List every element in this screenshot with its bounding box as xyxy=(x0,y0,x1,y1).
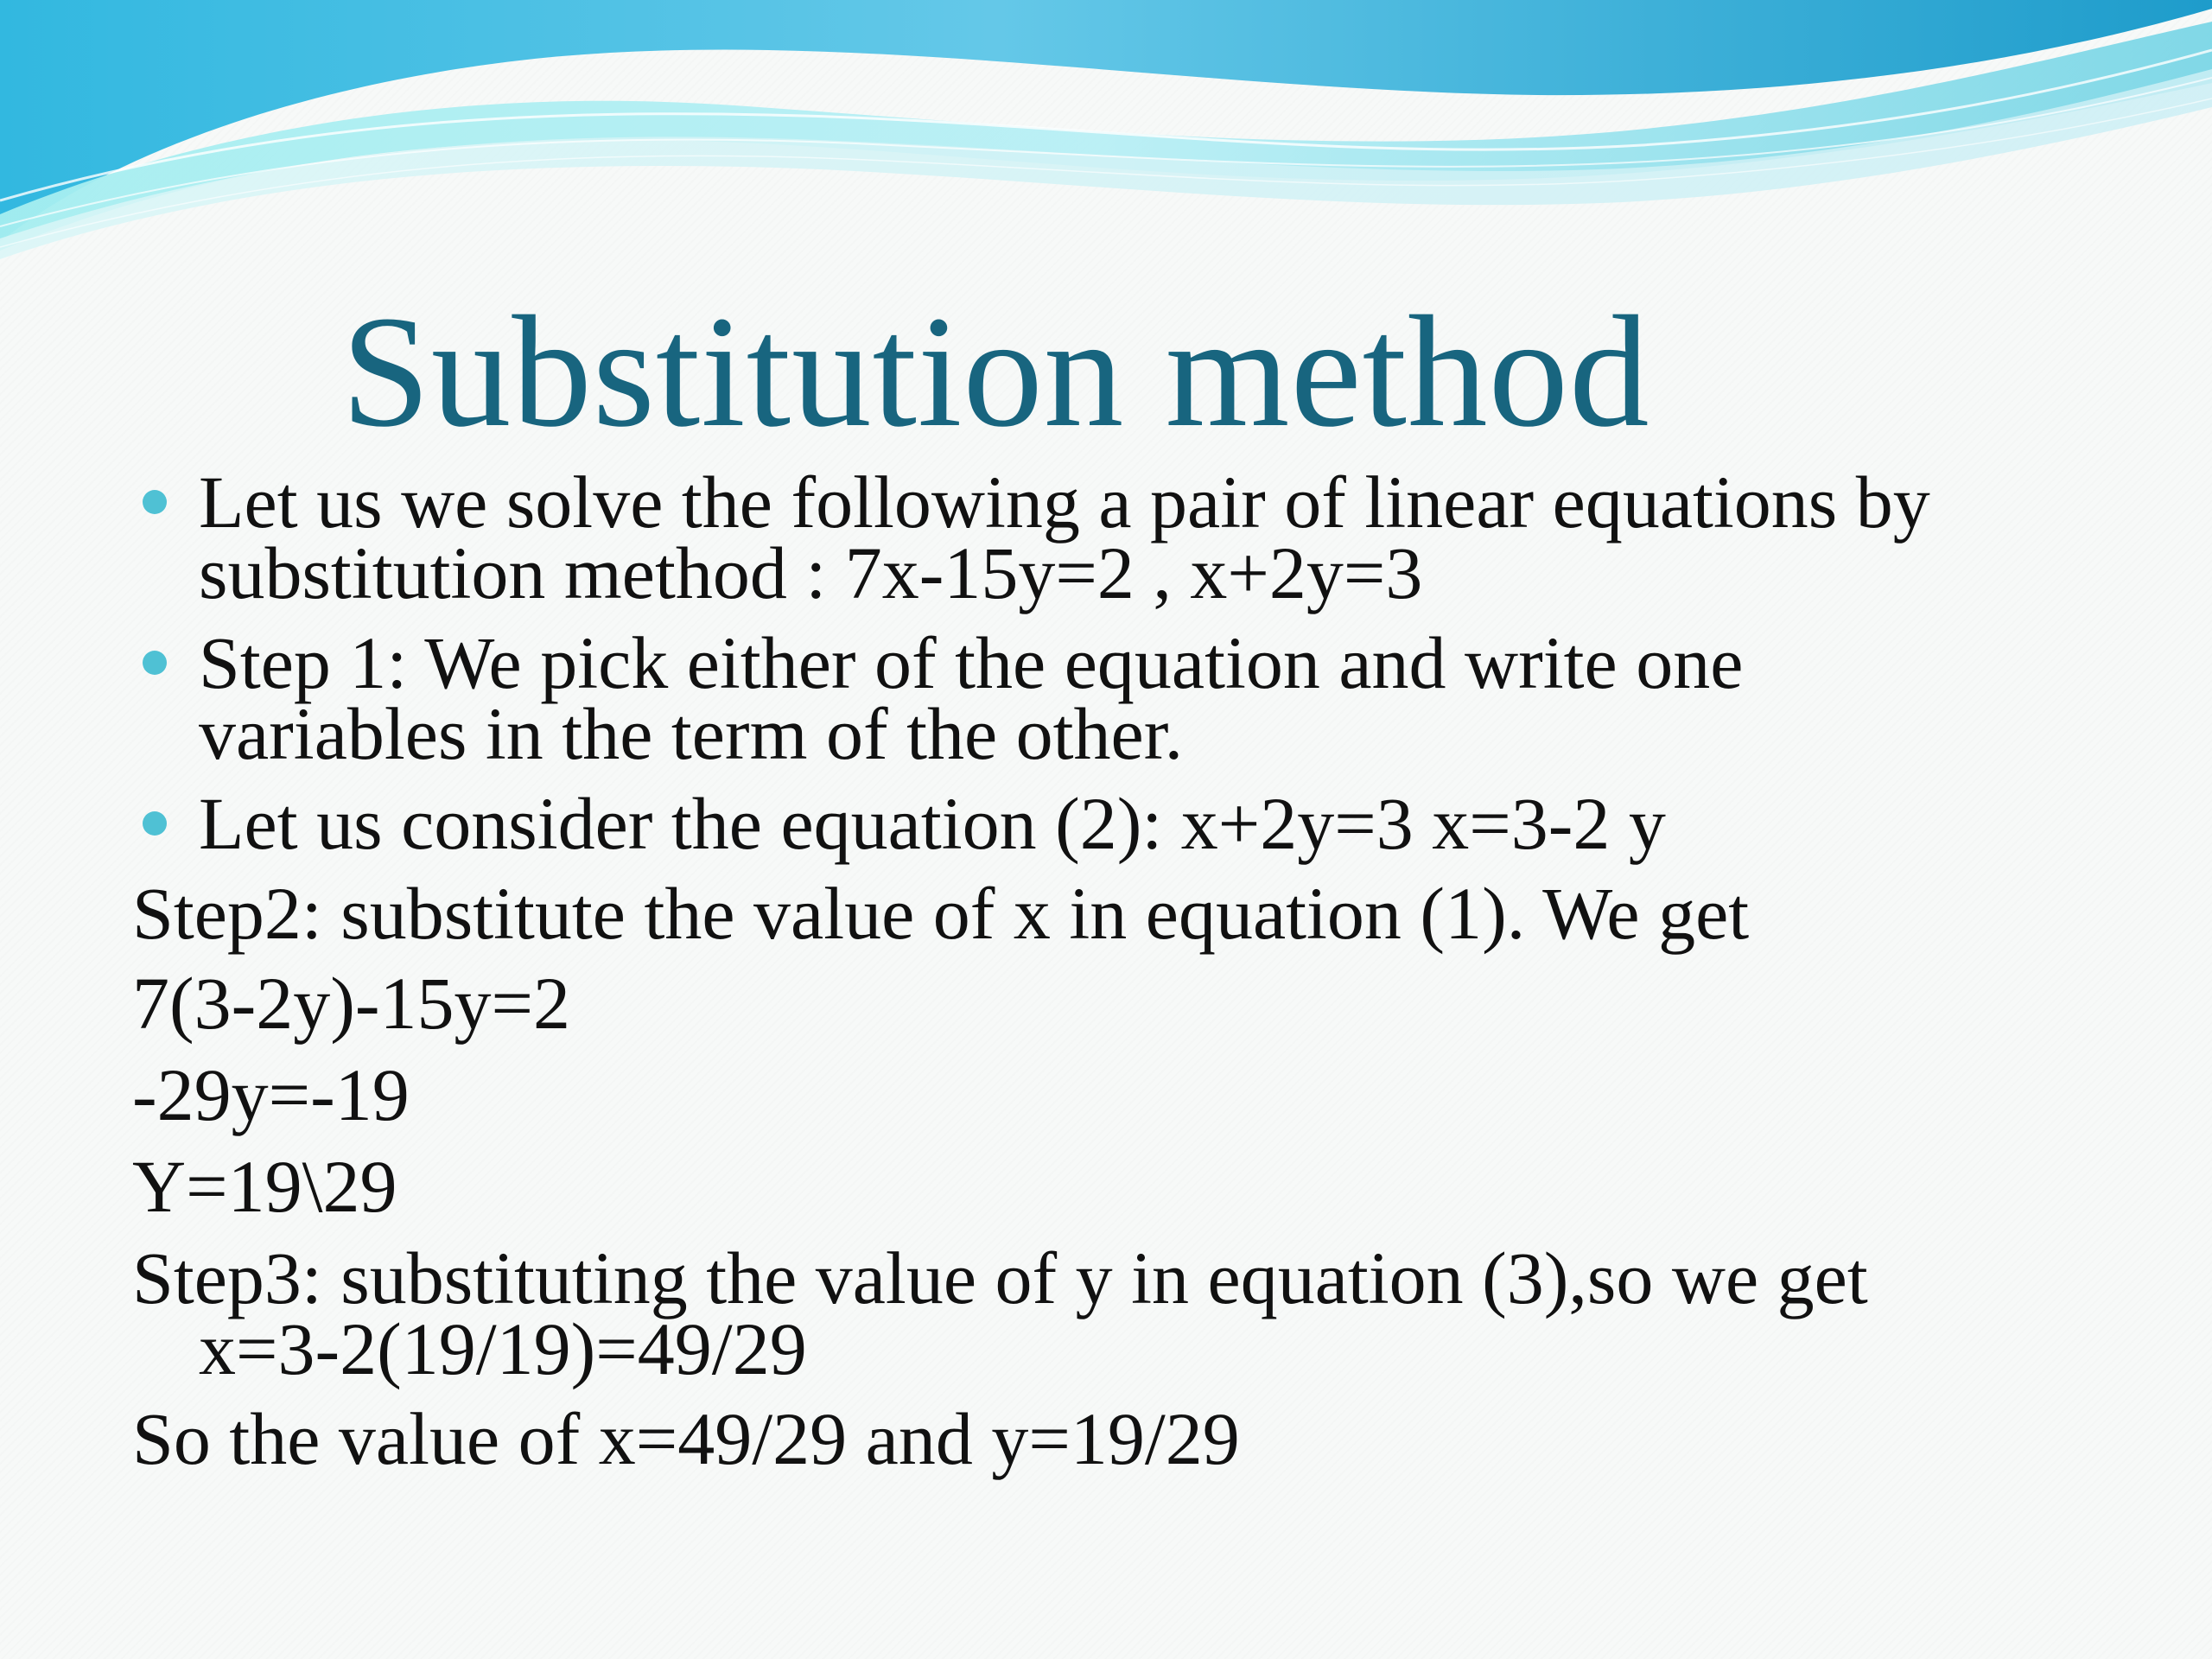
bullet-item xyxy=(132,782,2085,865)
equation-line: -29y=-19 xyxy=(132,1053,410,1136)
bullet-dot-icon xyxy=(143,651,167,675)
bullet-line: variables in the term of the other. xyxy=(199,692,1184,775)
equation-line: Y=19\29 xyxy=(132,1145,397,1228)
slide-title: Substitution method xyxy=(341,283,1650,461)
step-two-text: Step2: substitute the value of x in equation (1). We get xyxy=(132,872,1750,955)
bullet-dot-icon xyxy=(143,811,167,836)
bullet-line: substitution method : 7x-15y=2 , x+2y=3 xyxy=(199,531,1423,614)
conclusion-text: So the value of x=49/29 and y=19/29 xyxy=(132,1397,1240,1480)
bullet-line: Let us we solve the following a pair of linear equations by xyxy=(199,461,1930,543)
slide-content xyxy=(132,461,2085,1493)
bullet-item xyxy=(132,621,2085,775)
bullet-line: Let us consider the equation (2): x+2y=3 x=3-2 y xyxy=(199,782,1666,865)
bullet-dot-icon xyxy=(143,490,167,514)
decorative-wave-banner xyxy=(0,0,2212,259)
step-three-text xyxy=(132,1236,2085,1390)
step-three-continued-line: x=3-2(19/19)=49/29 xyxy=(199,1307,807,1390)
bullet-line: Step 1: We pick either of the equation and write one xyxy=(199,621,1744,704)
equation-line: 7(3-2y)-15y=2 xyxy=(132,962,571,1045)
bullet-item xyxy=(132,461,2085,614)
step-three-line: Step3: substituting the value of y in equation (3),so we get xyxy=(132,1236,1868,1319)
